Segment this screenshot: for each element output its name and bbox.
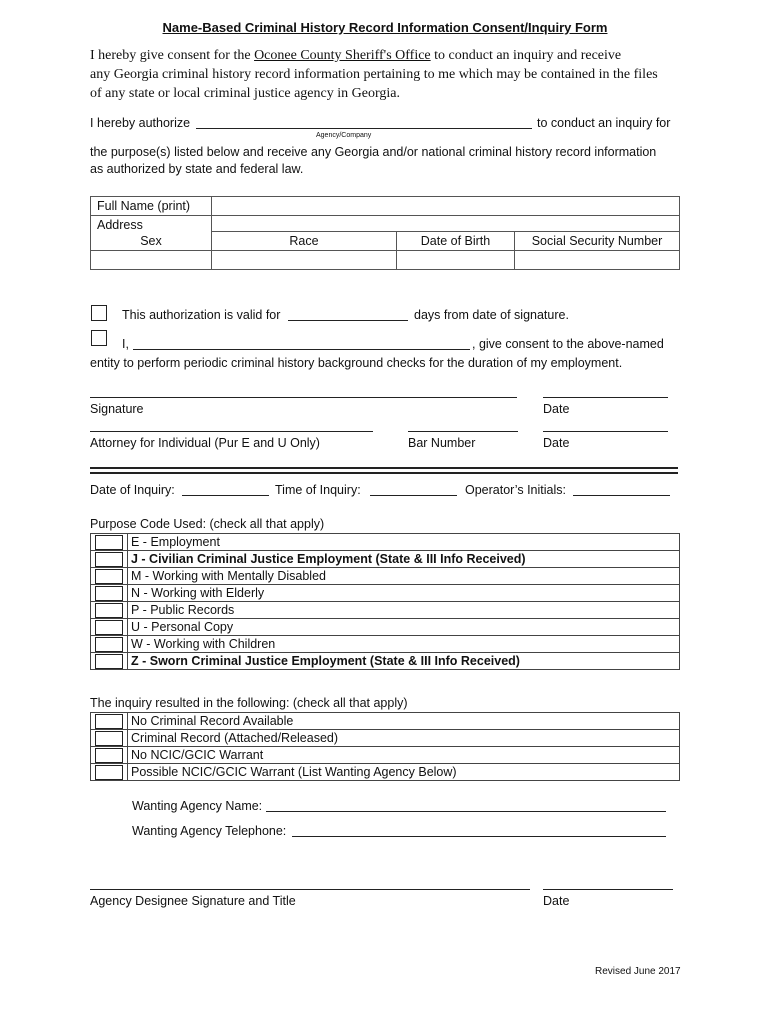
address-field[interactable] [212, 216, 680, 232]
signature-line[interactable] [90, 397, 517, 398]
attorney-date-label: Date [543, 436, 570, 450]
authorize-agency-field[interactable] [196, 128, 532, 129]
race-field[interactable] [212, 251, 397, 270]
signature-label: Signature [90, 402, 144, 416]
purpose-label-j: J - Civilian Criminal Justice Employment (State & III Info Received) [128, 551, 680, 568]
purpose-checkbox-n[interactable] [95, 586, 123, 601]
designee-date-line[interactable] [543, 889, 673, 890]
consent-line-3: of any state or local criminal justice agency in Georgia. [90, 86, 400, 101]
attorney-date-line[interactable] [543, 431, 668, 432]
purpose-checkbox-u[interactable] [95, 620, 123, 635]
table-row [91, 653, 680, 670]
authorize-pre: I hereby authorize [90, 116, 191, 130]
consent-line-1-post: to conduct an inquiry and receive [434, 48, 622, 63]
signature-date-label: Date [543, 402, 570, 416]
wanting-agency-phone-label: Wanting Agency Telephone: [132, 824, 287, 838]
consent-paragraph [90, 46, 658, 103]
results-table [90, 712, 680, 781]
result-label-no-warrant: No NCIC/GCIC Warrant [128, 747, 680, 764]
consent-agency: Oconee County Sheriff's Office [254, 48, 431, 63]
consent-line-1-pre: I hereby give consent for the [90, 48, 251, 63]
table-row [91, 216, 680, 232]
validity-checkbox[interactable] [91, 305, 107, 321]
purpose-label-w: W - Working with Children [128, 636, 680, 653]
result-checkbox-possible-warrant[interactable] [95, 765, 123, 780]
authorize-sublabel: Agency/Company [316, 132, 372, 139]
purpose-label-e: E - Employment [128, 534, 680, 551]
purpose-checkbox-m[interactable] [95, 569, 123, 584]
consent-line-2: any Georgia criminal history record information pertaining to me which may be contained in the files [90, 67, 658, 82]
table-row [91, 232, 680, 251]
section-divider-bottom [90, 472, 678, 474]
periodic-pre: I, [122, 337, 129, 351]
wanting-agency-name-field[interactable] [266, 811, 666, 812]
designee-signature-line[interactable] [90, 889, 530, 890]
periodic-checkbox[interactable] [91, 330, 107, 346]
purpose-checkbox-p[interactable] [95, 603, 123, 618]
results-heading: The inquiry resulted in the following: (check all that apply) [90, 696, 408, 710]
inquiry-time-label: Time of Inquiry: [275, 483, 361, 497]
operator-initials-label: Operator’s Initials: [465, 483, 566, 497]
validity-pre: This authorization is valid for [122, 308, 281, 322]
personal-info-table [90, 196, 680, 270]
attorney-signature-line[interactable] [90, 431, 373, 432]
table-row [91, 747, 680, 764]
purpose-codes-table [90, 533, 680, 670]
table-row [91, 764, 680, 781]
consent-line-1 [90, 46, 658, 65]
result-checkbox-no-warrant[interactable] [95, 748, 123, 763]
table-row [91, 713, 680, 730]
authorize-line-3: as authorized by state and federal law. [90, 162, 304, 176]
result-label-no-record: No Criminal Record Available [128, 713, 680, 730]
table-row [91, 619, 680, 636]
bar-number-line[interactable] [408, 431, 518, 432]
table-row [91, 602, 680, 619]
table-row [91, 197, 680, 216]
page-title: Name-Based Criminal History Record Information Consent/Inquiry Form [162, 20, 608, 35]
table-row [91, 636, 680, 653]
inquiry-date-label: Date of Inquiry: [90, 483, 175, 497]
purpose-checkbox-w[interactable] [95, 637, 123, 652]
race-label: Race [212, 232, 397, 251]
table-row [91, 551, 680, 568]
operator-initials-field[interactable] [573, 495, 670, 496]
inquiry-date-field[interactable] [182, 495, 269, 496]
inquiry-time-field[interactable] [370, 495, 457, 496]
periodic-line-2: entity to perform periodic criminal history background checks for the duration of my employment. [90, 356, 623, 370]
address-label: Address [91, 216, 212, 232]
purpose-heading: Purpose Code Used: (check all that apply) [90, 517, 325, 531]
revised-date: Revised June 2017 [595, 966, 681, 977]
ssn-field[interactable] [515, 251, 680, 270]
purpose-checkbox-j[interactable] [95, 552, 123, 567]
attorney-label: Attorney for Individual (Pur E and U Only) [90, 436, 320, 450]
signature-date-line[interactable] [543, 397, 668, 398]
sex-field[interactable] [91, 251, 212, 270]
validity-days-field[interactable] [288, 320, 408, 321]
purpose-checkbox-z[interactable] [95, 654, 123, 669]
designee-label: Agency Designee Signature and Title [90, 894, 296, 908]
result-label-possible-warrant: Possible NCIC/GCIC Warrant (List Wanting Agency Below) [128, 764, 680, 781]
result-checkbox-no-record[interactable] [95, 714, 123, 729]
validity-post: days from date of signature. [414, 308, 569, 322]
bar-number-label: Bar Number [408, 436, 476, 450]
dob-label: Date of Birth [397, 232, 515, 251]
purpose-label-p: P - Public Records [128, 602, 680, 619]
table-row [91, 585, 680, 602]
purpose-label-n: N - Working with Elderly [128, 585, 680, 602]
ssn-label: Social Security Number [515, 232, 680, 251]
sex-label: Sex [91, 232, 212, 251]
designee-date-label: Date [543, 894, 570, 908]
full-name-field[interactable] [212, 197, 680, 216]
table-row [91, 251, 680, 270]
authorize-line-2: the purpose(s) listed below and receive any Georgia and/or national criminal history record information [90, 145, 657, 159]
wanting-agency-name-label: Wanting Agency Name: [132, 799, 263, 813]
purpose-label-z: Z - Sworn Criminal Justice Employment (State & III Info Received) [128, 653, 680, 670]
authorize-post: to conduct an inquiry for [537, 116, 671, 130]
table-row [91, 730, 680, 747]
result-checkbox-criminal-record[interactable] [95, 731, 123, 746]
purpose-label-u: U - Personal Copy [128, 619, 680, 636]
result-label-criminal-record: Criminal Record (Attached/Released) [128, 730, 680, 747]
table-row [91, 534, 680, 551]
purpose-checkbox-e[interactable] [95, 535, 123, 550]
dob-field[interactable] [397, 251, 515, 270]
periodic-post: , give consent to the above-named [472, 337, 664, 351]
periodic-name-field[interactable] [133, 349, 470, 350]
full-name-label: Full Name (print) [91, 197, 212, 216]
table-row [91, 568, 680, 585]
purpose-label-m: M - Working with Mentally Disabled [128, 568, 680, 585]
wanting-agency-phone-field[interactable] [292, 836, 666, 837]
section-divider-top [90, 467, 678, 469]
